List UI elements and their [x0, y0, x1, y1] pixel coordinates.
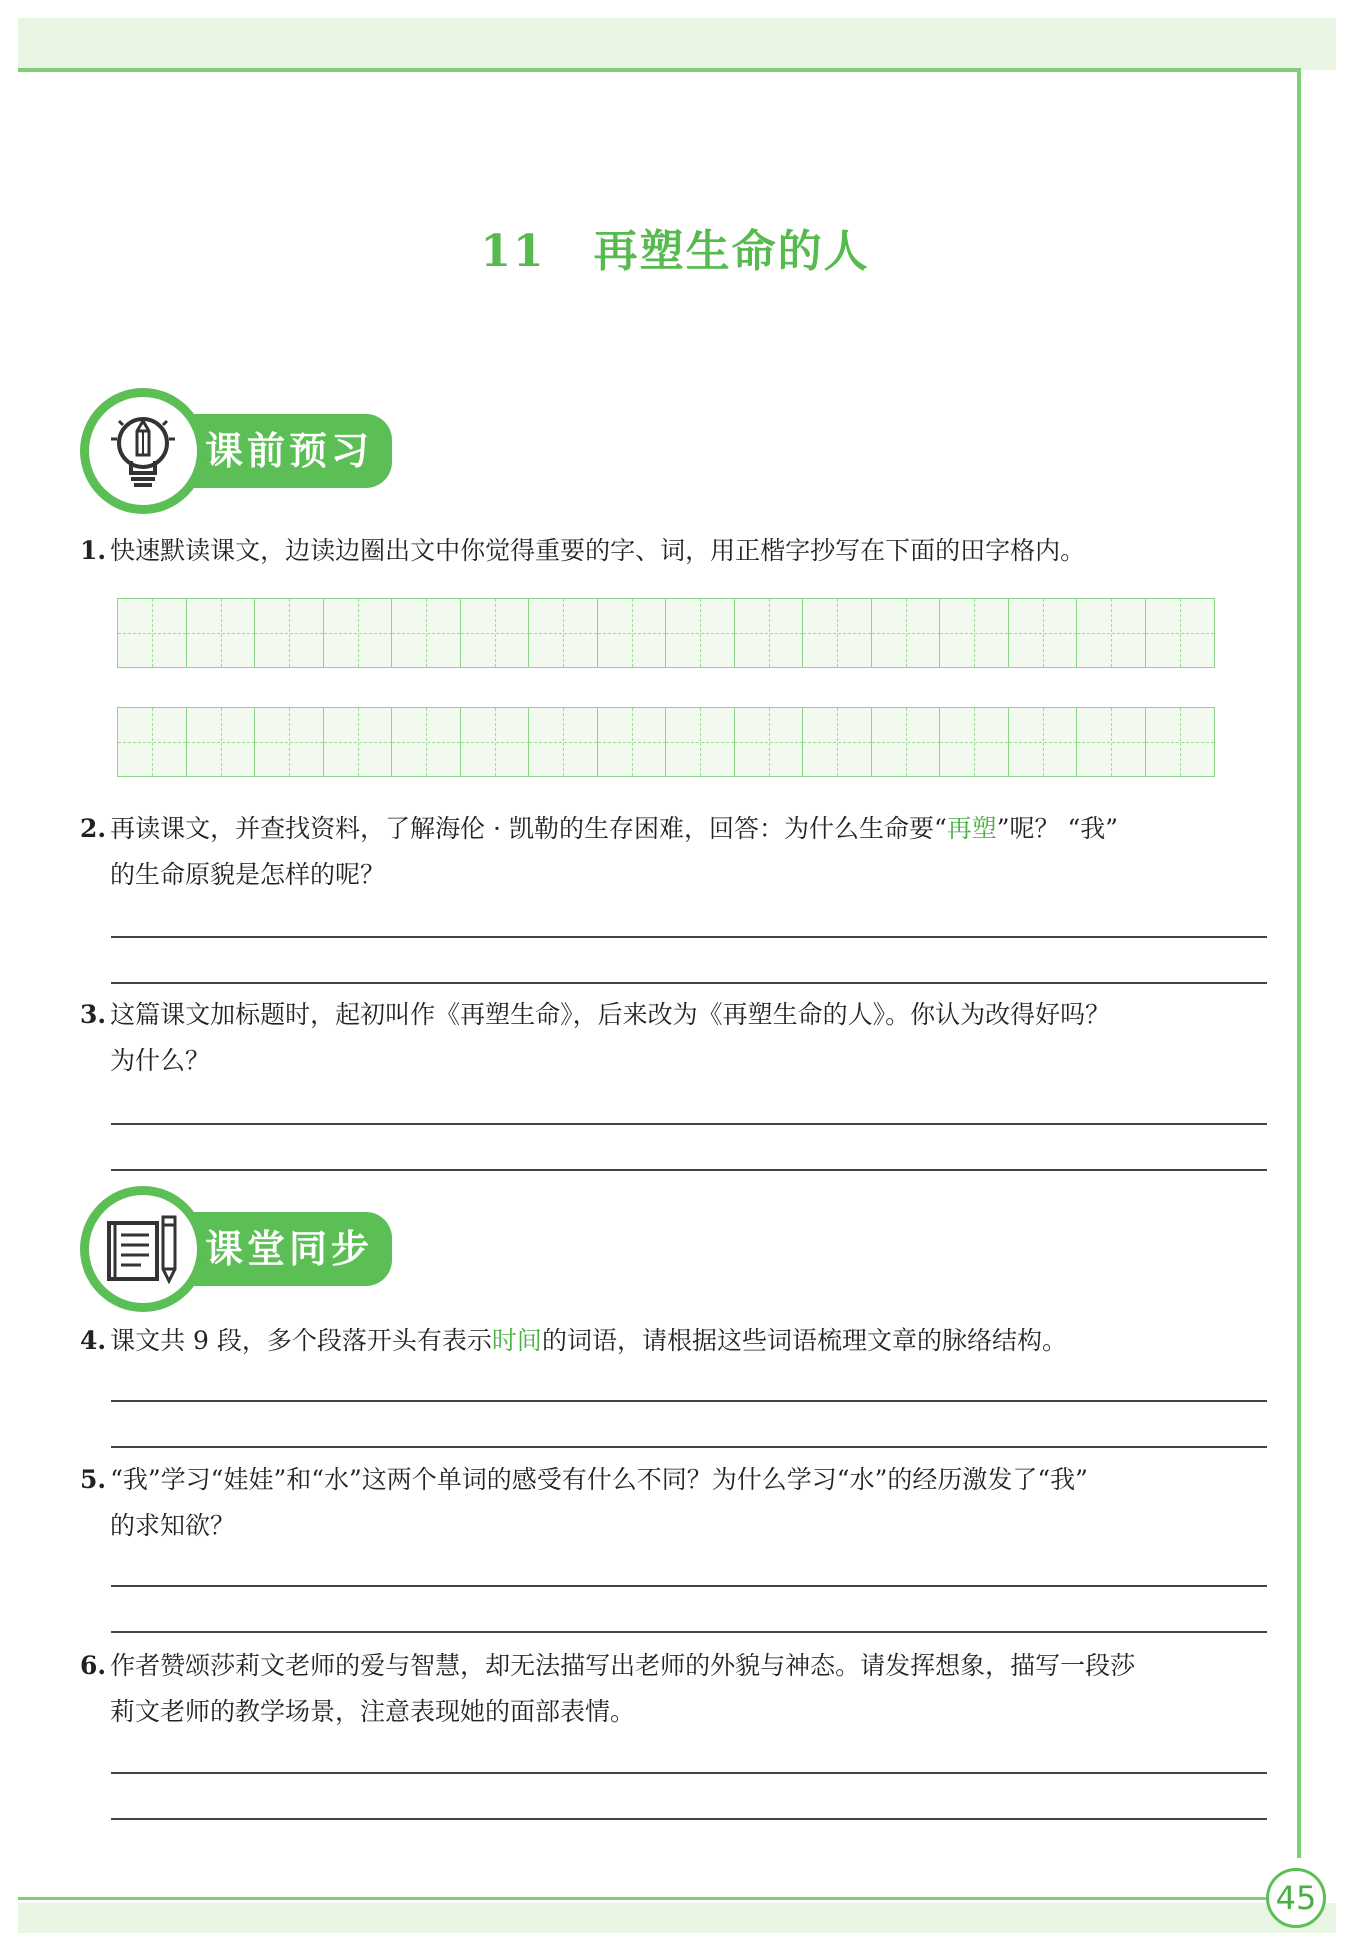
question-text: ”呢？ “我”: [996, 814, 1119, 843]
question-text: 这篇课文加标题时，起初叫作《再塑生命》，后来改为《再塑生命的人》。你认为改得好吗？: [110, 1000, 1111, 1029]
tianzige-cell[interactable]: [802, 707, 872, 777]
question-text: “我”学习“娃娃”和“水”这两个单词的感受有什么不同？为什么学习“水”的经历激发了“我”: [110, 1465, 1088, 1494]
bottom-band: [18, 1903, 1336, 1933]
answer-line[interactable]: [111, 982, 1267, 984]
tianzige-cell[interactable]: [186, 707, 256, 777]
tianzige-cell[interactable]: [597, 707, 667, 777]
tianzige-cell[interactable]: [939, 598, 1009, 668]
tianzige-cell[interactable]: [871, 707, 941, 777]
section-label-preview: 课前预习: [205, 429, 374, 473]
top-band: [18, 18, 1336, 70]
answer-line[interactable]: [111, 1772, 1267, 1774]
answer-line[interactable]: [111, 1169, 1267, 1171]
tianzige-cell[interactable]: [323, 707, 393, 777]
question-4: [80, 1318, 1270, 1364]
tianzige-cell[interactable]: [665, 707, 735, 777]
question-text: 快速默读课文，边读边圈出文中你觉得重要的字、词，用正楷字抄写在下面的田字格内。: [110, 536, 1086, 565]
book-pencil-icon: [101, 1207, 185, 1291]
tianzige-cell[interactable]: [871, 598, 941, 668]
question-text: 再读课文，并查找资料，了解海伦 · 凯勒的生存困难，回答：为什么生命要“: [110, 814, 947, 843]
lightbulb-pencil-icon: [101, 409, 185, 493]
question-number: 4.: [80, 1326, 107, 1355]
highlighted-term: 时间: [491, 1326, 542, 1355]
lesson-title-text: 再塑生命的人: [593, 226, 870, 277]
section-badge-classroom: [80, 1186, 400, 1312]
question-text: 作者赞颂莎莉文老师的爱与智慧，却无法描写出老师的外貌与神态。请发挥想象，描写一段莎: [110, 1651, 1136, 1680]
tianzige-row-1[interactable]: [117, 598, 1230, 668]
question-number: 1.: [80, 536, 107, 565]
tianzige-row-2[interactable]: [117, 707, 1230, 777]
answer-line[interactable]: [111, 1446, 1267, 1448]
question-number: 5.: [80, 1465, 107, 1494]
answer-line[interactable]: [111, 1400, 1267, 1402]
tianzige-cell[interactable]: [1076, 707, 1146, 777]
answer-line[interactable]: [111, 1818, 1267, 1820]
highlighted-term: 再塑: [946, 814, 997, 843]
frame-top-line: [18, 68, 1301, 72]
tianzige-cell[interactable]: [597, 598, 667, 668]
question-text-line2: 的生命原貌是怎样的呢？: [110, 860, 386, 889]
tianzige-cell[interactable]: [528, 598, 598, 668]
tianzige-cell[interactable]: [802, 598, 872, 668]
tianzige-cell[interactable]: [1145, 707, 1215, 777]
question-text: 的词语，请根据这些词语梳理文章的脉络结构。: [541, 1326, 1067, 1355]
tianzige-cell[interactable]: [323, 598, 393, 668]
question-text-line2: 为什么？: [110, 1046, 211, 1075]
page-number: 45: [1266, 1868, 1326, 1928]
tianzige-cell[interactable]: [460, 707, 530, 777]
section-label-classroom: 课堂同步: [205, 1227, 374, 1271]
frame-right-line: [1297, 68, 1301, 1858]
tianzige-cell[interactable]: [1008, 707, 1078, 777]
answer-line[interactable]: [111, 936, 1267, 938]
tianzige-cell[interactable]: [734, 707, 804, 777]
answer-line[interactable]: [111, 1631, 1267, 1633]
answer-line[interactable]: [111, 1585, 1267, 1587]
question-2: [80, 806, 1270, 898]
tianzige-cell[interactable]: [939, 707, 1009, 777]
frame-bottom-line: [18, 1897, 1268, 1900]
question-text-line2: 的求知欲？: [110, 1511, 236, 1540]
question-number: 3.: [80, 1000, 107, 1029]
question-1: [80, 528, 1270, 574]
tianzige-cell[interactable]: [391, 598, 461, 668]
tianzige-cell[interactable]: [186, 598, 256, 668]
tianzige-cell[interactable]: [665, 598, 735, 668]
question-number: 6.: [80, 1651, 107, 1680]
tianzige-cell[interactable]: [460, 598, 530, 668]
tianzige-cell[interactable]: [117, 707, 187, 777]
answer-line[interactable]: [111, 1123, 1267, 1125]
tianzige-cell[interactable]: [528, 707, 598, 777]
badge-circle: [80, 1186, 206, 1312]
question-3: [80, 992, 1270, 1084]
question-6: [80, 1643, 1270, 1735]
tianzige-cell[interactable]: [254, 707, 324, 777]
tianzige-cell[interactable]: [1076, 598, 1146, 668]
badge-circle: [80, 388, 206, 514]
section-badge-preview: [80, 388, 400, 514]
tianzige-cell[interactable]: [1008, 598, 1078, 668]
tianzige-cell[interactable]: [117, 598, 187, 668]
question-5: [80, 1457, 1270, 1549]
tianzige-cell[interactable]: [1145, 598, 1215, 668]
question-text-line2: 莉文老师的教学场景，注意表现她的面部表情。: [110, 1697, 636, 1726]
lesson-number: 11: [480, 226, 546, 277]
tianzige-cell[interactable]: [254, 598, 324, 668]
tianzige-cell[interactable]: [734, 598, 804, 668]
lesson-title: [0, 215, 1350, 279]
question-text: 课文共 9 段，多个段落开头有表示: [110, 1326, 492, 1355]
tianzige-cell[interactable]: [391, 707, 461, 777]
question-number: 2.: [80, 814, 107, 843]
